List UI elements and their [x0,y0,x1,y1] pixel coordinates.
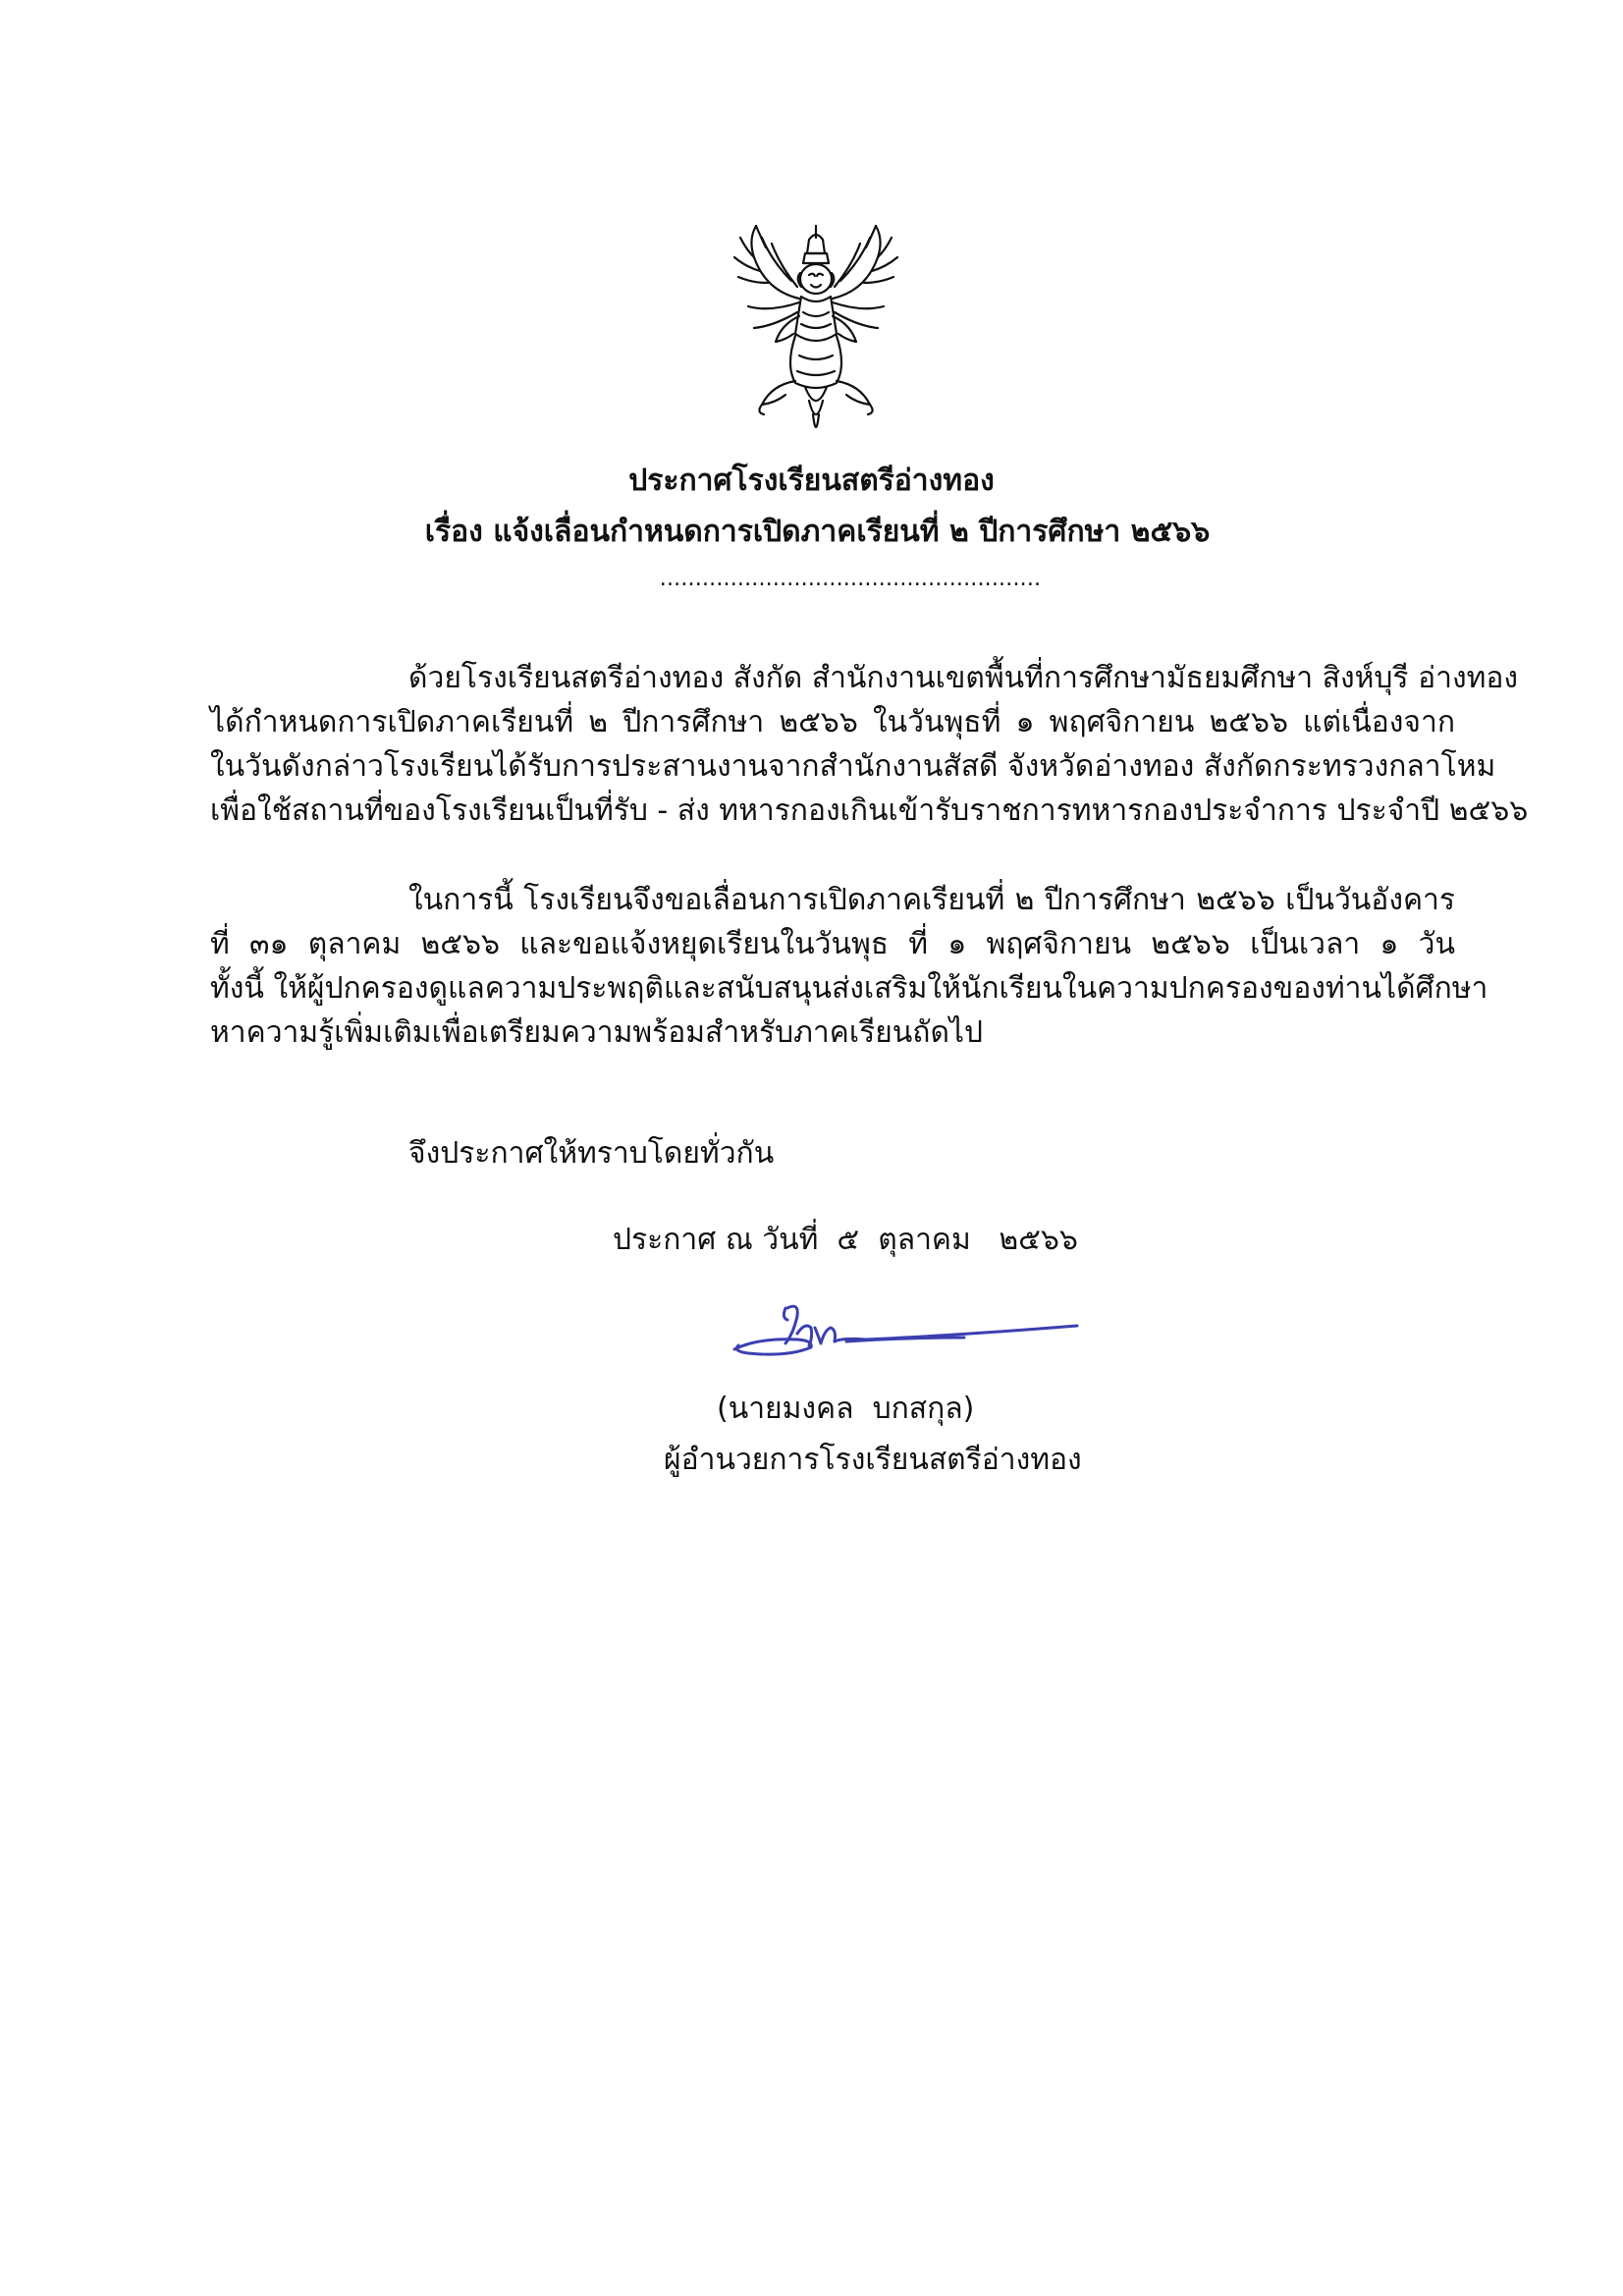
paragraph-2-line: หาความรู้เพิ่มเติมเพื่อเตรียมความพร้อมสำหรับภาคเรียนถัดไป [210,1015,984,1050]
garuda-emblem [727,218,905,450]
paragraph-2-line: ในการนี้ โรงเรียนจึงขอเลื่อนการเปิดภาคเรียนที่ ๒ ปีการศึกษา ๒๕๖๖ เป็นวันอังคาร [408,883,1455,917]
paragraph-1-line: ได้กำหนดการเปิดภาคเรียนที่ ๒ ปีการศึกษา ๒๕๖๖ ในวันพุธที่ ๑ พฤศจิกายน ๒๕๖๖ แต่เนื่องจาก [210,705,1455,739]
document-org-title: ประกาศโรงเรียนสตรีอ่างทอง [628,464,995,498]
announcement-date: ประกาศ ณ วันที่ ๕ ตุลาคม ๒๕๖๖ [613,1223,1078,1257]
document-subject: เรื่อง แจ้งเลื่อนกำหนดการเปิดภาคเรียนที่ ๒ ปีการศึกษา ๒๕๖๖ [424,515,1211,549]
paragraph-1-line: เพื่อใช้สถานที่ของโรงเรียนเป็นที่รับ - ส่ง ทหารกองเกินเข้ารับราชการทหารกองประจำการ ประจำปี ๒๕๖๖ [210,793,1529,828]
signer-title: ผู้อำนวยการโรงเรียนสตรีอ่างทอง [664,1443,1082,1477]
paragraph-1-line: ในวันดังกล่าวโรงเรียนได้รับการประสานงานจากสำนักงานสัสดี จังหวัดอ่างทอง สังกัดกระทรวงกลาโหม [210,749,1496,784]
closing-statement: จึงประกาศให้ทราบโดยทั่วกัน [408,1136,775,1171]
body-paragraph-1 [210,656,1529,833]
paragraph-2-line: ทั้งนี้ ให้ผู้ปกครองดูแลความประพฤติและสนับสนุนส่งเสริมให้นักเรียนในความปกครองของท่านได้ศึกษา [210,971,1488,1006]
title-separator: ...................................................... [659,567,1042,591]
body-paragraph-2 [210,878,1488,1055]
signer-name: (นายมงคล บกสกุล) [717,1392,975,1426]
paragraph-2-line: ที่ ๓๑ ตุลาคม ๒๕๖๖ และขอแจ้งหยุดเรียนในวันพุธ ที่ ๑ พฤศจิกายน ๒๕๖๖ เป็นเวลา ๑ วัน [210,927,1455,961]
handwritten-signature [729,1294,1082,1367]
paragraph-1-line: ด้วยโรงเรียนสตรีอ่างทอง สังกัด สำนักงานเขตพื้นที่การศึกษามัธยมศึกษา สิงห์บุรี อ่างทอง [408,661,1519,695]
